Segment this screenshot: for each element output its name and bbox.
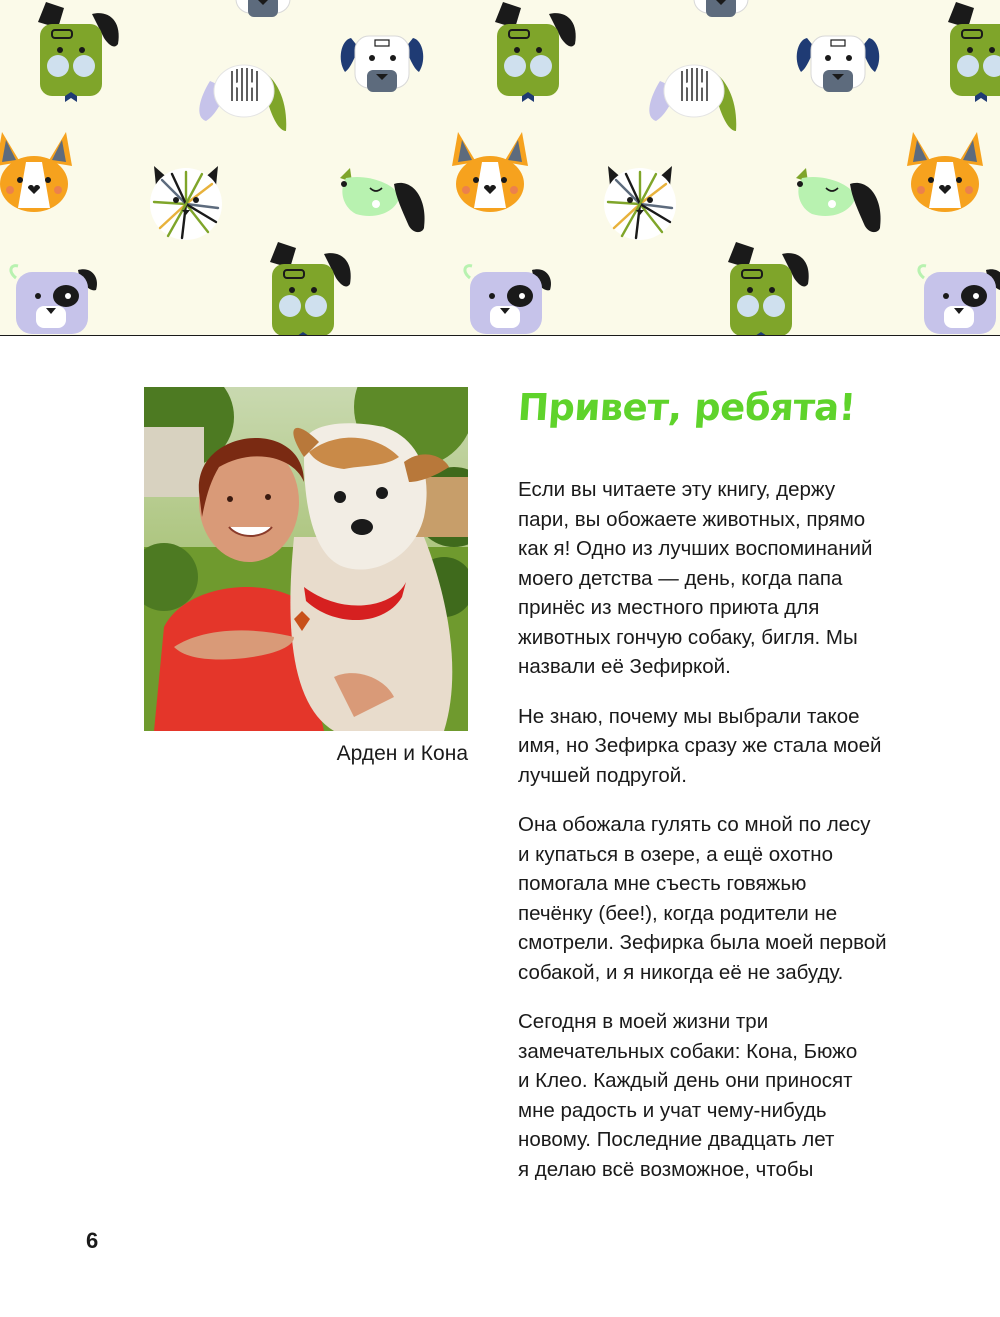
photo-caption: Арден и Кона [336,742,468,765]
paragraph: Если вы читаете эту книгу, держу пари, вы обожаете животных, прямо как я! Одно из лучших воспоминаний моего детства — день, когда папа принёс из местного приюта для животных гончую собаку, бигля. Мы назвали её Зефиркой. [518,478,873,678]
banner-divider [0,335,1000,336]
page-number: 6 [86,1228,99,1253]
dog-pattern-illustration [0,0,1000,336]
page-title: Привет, ребята! [516,386,857,429]
dog-face-striped-icon [199,65,736,131]
dog-face-lavender-icon [11,266,1000,334]
paragraph: Сегодня в моей жизни три замечательных собаки: Кона, Бюжо и Клео. Каждый день они приносят мне радость и учат чему-нибудь новому. Последние двадцать лет я делаю всё возможное, чтобы [518,1010,858,1181]
paragraph: Она обожала гулять со мной по лесу и купаться в озере, а ещё охотно помогала мне съесть говяжью печёнку (бее!), когда родители не смотрели. Зефирка была моей первой собакой, и я никогда её не забуду. [518,813,887,984]
dog-pattern-banner [0,0,1000,336]
article-body [518,475,918,1204]
author-photo [144,387,468,731]
paragraph: Не знаю, почему мы выбрали такое имя, но Зефирка сразу же стала моей лучшей подругой. [518,704,882,787]
